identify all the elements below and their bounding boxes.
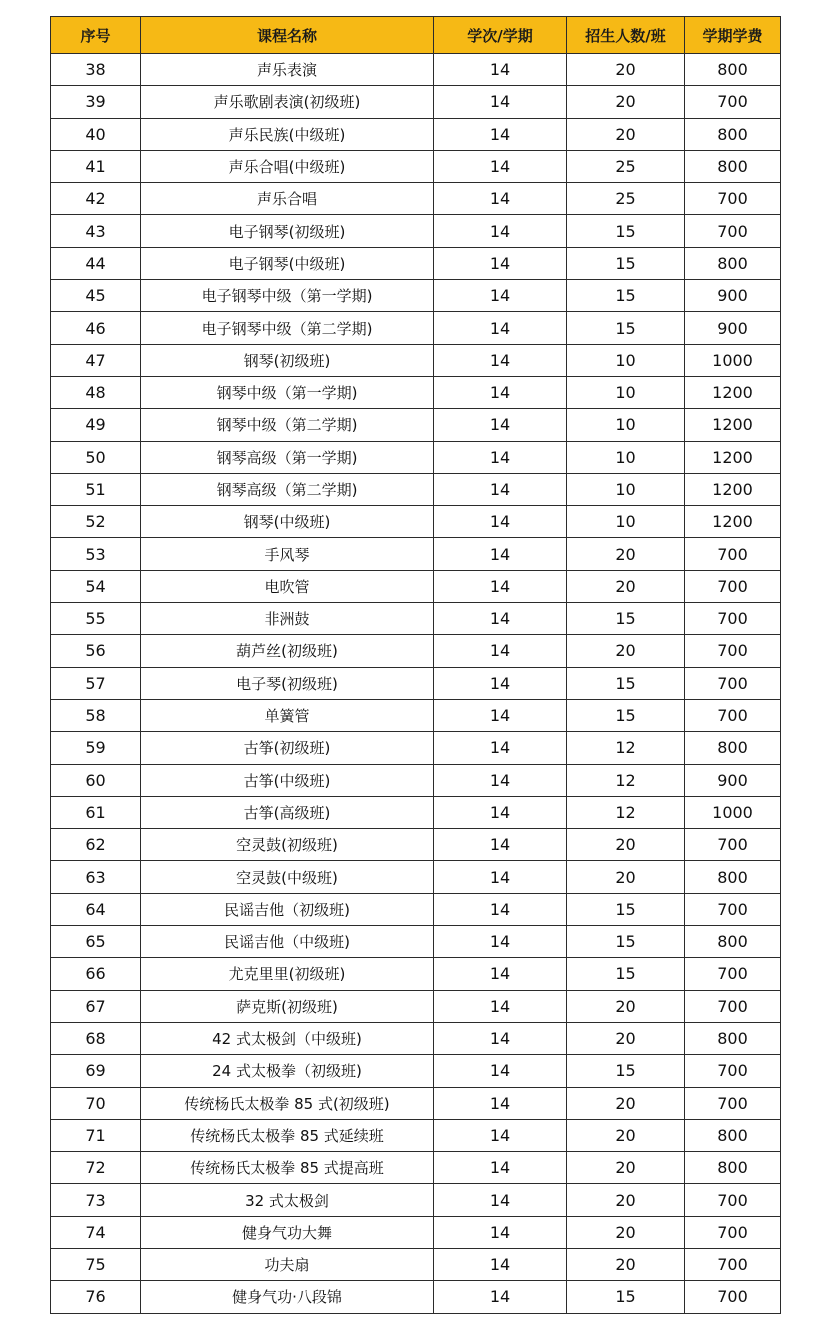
cell-enrollment: 12 bbox=[567, 732, 685, 764]
cell-course-name: 传统杨氏太极拳 85 式(初级班) bbox=[141, 1087, 434, 1119]
cell-course-name: 民谣吉他（中级班) bbox=[141, 926, 434, 958]
cell-index: 66 bbox=[51, 958, 141, 990]
table-row bbox=[51, 1087, 781, 1119]
cell-course-name: 电吹管 bbox=[141, 570, 434, 602]
table-row bbox=[51, 280, 781, 312]
cell-index: 76 bbox=[51, 1281, 141, 1313]
cell-index: 65 bbox=[51, 926, 141, 958]
cell-tuition: 700 bbox=[685, 958, 781, 990]
cell-index: 53 bbox=[51, 538, 141, 570]
cell-enrollment: 20 bbox=[567, 1184, 685, 1216]
table-row bbox=[51, 1022, 781, 1054]
cell-tuition: 800 bbox=[685, 1022, 781, 1054]
cell-tuition: 700 bbox=[685, 215, 781, 247]
cell-index: 72 bbox=[51, 1152, 141, 1184]
cell-tuition: 700 bbox=[685, 1055, 781, 1087]
cell-sessions: 14 bbox=[434, 861, 567, 893]
header-course-name: 课程名称 bbox=[141, 17, 434, 54]
cell-enrollment: 15 bbox=[567, 312, 685, 344]
cell-enrollment: 10 bbox=[567, 441, 685, 473]
cell-tuition: 1200 bbox=[685, 473, 781, 505]
cell-enrollment: 20 bbox=[567, 570, 685, 602]
cell-tuition: 700 bbox=[685, 603, 781, 635]
cell-enrollment: 20 bbox=[567, 1022, 685, 1054]
cell-index: 52 bbox=[51, 506, 141, 538]
cell-index: 46 bbox=[51, 312, 141, 344]
cell-course-name: 空灵鼓(中级班) bbox=[141, 861, 434, 893]
cell-tuition: 800 bbox=[685, 247, 781, 279]
cell-sessions: 14 bbox=[434, 570, 567, 602]
cell-course-name: 萨克斯(初级班) bbox=[141, 990, 434, 1022]
header-row bbox=[51, 17, 781, 54]
table-row bbox=[51, 732, 781, 764]
cell-enrollment: 15 bbox=[567, 699, 685, 731]
cell-course-name: 钢琴中级（第一学期) bbox=[141, 376, 434, 408]
cell-tuition: 1200 bbox=[685, 376, 781, 408]
cell-sessions: 14 bbox=[434, 1087, 567, 1119]
cell-course-name: 单簧管 bbox=[141, 699, 434, 731]
cell-index: 47 bbox=[51, 344, 141, 376]
cell-index: 59 bbox=[51, 732, 141, 764]
cell-index: 41 bbox=[51, 150, 141, 182]
table-row bbox=[51, 1055, 781, 1087]
table-row bbox=[51, 409, 781, 441]
cell-enrollment: 12 bbox=[567, 764, 685, 796]
cell-course-name: 传统杨氏太极拳 85 式延续班 bbox=[141, 1119, 434, 1151]
cell-index: 67 bbox=[51, 990, 141, 1022]
cell-sessions: 14 bbox=[434, 829, 567, 861]
cell-course-name: 电子钢琴(初级班) bbox=[141, 215, 434, 247]
cell-tuition: 1200 bbox=[685, 409, 781, 441]
cell-sessions: 14 bbox=[434, 1248, 567, 1280]
cell-tuition: 700 bbox=[685, 1087, 781, 1119]
table-row bbox=[51, 796, 781, 828]
cell-enrollment: 15 bbox=[567, 667, 685, 699]
cell-tuition: 800 bbox=[685, 118, 781, 150]
cell-tuition: 800 bbox=[685, 1152, 781, 1184]
cell-sessions: 14 bbox=[434, 538, 567, 570]
cell-enrollment: 20 bbox=[567, 1119, 685, 1151]
cell-course-name: 空灵鼓(初级班) bbox=[141, 829, 434, 861]
cell-course-name: 42 式太极剑（中级班) bbox=[141, 1022, 434, 1054]
cell-course-name: 钢琴中级（第二学期) bbox=[141, 409, 434, 441]
cell-tuition: 700 bbox=[685, 1248, 781, 1280]
cell-tuition: 700 bbox=[685, 538, 781, 570]
cell-sessions: 14 bbox=[434, 1152, 567, 1184]
cell-course-name: 电子钢琴(中级班) bbox=[141, 247, 434, 279]
cell-sessions: 14 bbox=[434, 376, 567, 408]
cell-index: 75 bbox=[51, 1248, 141, 1280]
cell-course-name: 功夫扇 bbox=[141, 1248, 434, 1280]
cell-course-name: 32 式太极剑 bbox=[141, 1184, 434, 1216]
table-row bbox=[51, 893, 781, 925]
cell-index: 64 bbox=[51, 893, 141, 925]
cell-course-name: 健身气功·八段锦 bbox=[141, 1281, 434, 1313]
cell-sessions: 14 bbox=[434, 1055, 567, 1087]
cell-enrollment: 20 bbox=[567, 54, 685, 86]
table-row bbox=[51, 183, 781, 215]
cell-enrollment: 15 bbox=[567, 1281, 685, 1313]
table-row bbox=[51, 829, 781, 861]
cell-course-name: 钢琴高级（第一学期) bbox=[141, 441, 434, 473]
cell-index: 58 bbox=[51, 699, 141, 731]
table-row bbox=[51, 54, 781, 86]
cell-index: 55 bbox=[51, 603, 141, 635]
cell-enrollment: 10 bbox=[567, 506, 685, 538]
cell-sessions: 14 bbox=[434, 54, 567, 86]
cell-enrollment: 15 bbox=[567, 893, 685, 925]
cell-sessions: 14 bbox=[434, 215, 567, 247]
cell-sessions: 14 bbox=[434, 926, 567, 958]
cell-sessions: 14 bbox=[434, 473, 567, 505]
cell-tuition: 700 bbox=[685, 635, 781, 667]
table-row bbox=[51, 150, 781, 182]
cell-tuition: 700 bbox=[685, 183, 781, 215]
cell-index: 42 bbox=[51, 183, 141, 215]
table-row bbox=[51, 1248, 781, 1280]
cell-index: 44 bbox=[51, 247, 141, 279]
cell-enrollment: 20 bbox=[567, 829, 685, 861]
cell-index: 70 bbox=[51, 1087, 141, 1119]
cell-sessions: 14 bbox=[434, 635, 567, 667]
cell-course-name: 非洲鼓 bbox=[141, 603, 434, 635]
cell-sessions: 14 bbox=[434, 280, 567, 312]
cell-index: 50 bbox=[51, 441, 141, 473]
table-row bbox=[51, 376, 781, 408]
cell-index: 38 bbox=[51, 54, 141, 86]
cell-tuition: 800 bbox=[685, 861, 781, 893]
cell-tuition: 900 bbox=[685, 764, 781, 796]
cell-course-name: 民谣吉他（初级班) bbox=[141, 893, 434, 925]
table-row bbox=[51, 215, 781, 247]
cell-enrollment: 20 bbox=[567, 1152, 685, 1184]
cell-course-name: 声乐合唱 bbox=[141, 183, 434, 215]
course-fee-sheet bbox=[50, 16, 780, 1314]
cell-tuition: 700 bbox=[685, 699, 781, 731]
cell-enrollment: 12 bbox=[567, 796, 685, 828]
table-row bbox=[51, 118, 781, 150]
cell-enrollment: 15 bbox=[567, 926, 685, 958]
table-row bbox=[51, 473, 781, 505]
cell-tuition: 700 bbox=[685, 86, 781, 118]
cell-course-name: 古筝(初级班) bbox=[141, 732, 434, 764]
cell-course-name: 24 式太极拳（初级班) bbox=[141, 1055, 434, 1087]
cell-enrollment: 20 bbox=[567, 538, 685, 570]
table-row bbox=[51, 603, 781, 635]
cell-sessions: 14 bbox=[434, 732, 567, 764]
table-row bbox=[51, 1119, 781, 1151]
cell-sessions: 14 bbox=[434, 247, 567, 279]
cell-enrollment: 15 bbox=[567, 280, 685, 312]
cell-enrollment: 10 bbox=[567, 409, 685, 441]
table-row bbox=[51, 958, 781, 990]
cell-sessions: 14 bbox=[434, 796, 567, 828]
cell-sessions: 14 bbox=[434, 86, 567, 118]
cell-index: 60 bbox=[51, 764, 141, 796]
cell-tuition: 800 bbox=[685, 926, 781, 958]
cell-course-name: 钢琴高级（第二学期) bbox=[141, 473, 434, 505]
cell-tuition: 1000 bbox=[685, 796, 781, 828]
cell-enrollment: 10 bbox=[567, 376, 685, 408]
table-row bbox=[51, 699, 781, 731]
cell-sessions: 14 bbox=[434, 1022, 567, 1054]
cell-enrollment: 20 bbox=[567, 1248, 685, 1280]
cell-index: 49 bbox=[51, 409, 141, 441]
cell-index: 51 bbox=[51, 473, 141, 505]
cell-enrollment: 20 bbox=[567, 1216, 685, 1248]
cell-enrollment: 25 bbox=[567, 150, 685, 182]
cell-tuition: 800 bbox=[685, 1119, 781, 1151]
cell-tuition: 1200 bbox=[685, 506, 781, 538]
cell-tuition: 800 bbox=[685, 150, 781, 182]
cell-index: 43 bbox=[51, 215, 141, 247]
course-table bbox=[50, 16, 781, 1314]
cell-course-name: 电子钢琴中级（第二学期) bbox=[141, 312, 434, 344]
header-index: 序号 bbox=[51, 17, 141, 54]
cell-enrollment: 15 bbox=[567, 247, 685, 279]
table-row bbox=[51, 926, 781, 958]
cell-sessions: 14 bbox=[434, 150, 567, 182]
cell-course-name: 古筝(中级班) bbox=[141, 764, 434, 796]
cell-enrollment: 15 bbox=[567, 1055, 685, 1087]
cell-index: 57 bbox=[51, 667, 141, 699]
cell-course-name: 钢琴(初级班) bbox=[141, 344, 434, 376]
header-enrollment: 招生人数/班 bbox=[567, 17, 685, 54]
table-row bbox=[51, 1184, 781, 1216]
cell-course-name: 电子钢琴中级（第一学期) bbox=[141, 280, 434, 312]
cell-tuition: 700 bbox=[685, 1216, 781, 1248]
cell-sessions: 14 bbox=[434, 893, 567, 925]
cell-tuition: 700 bbox=[685, 1281, 781, 1313]
cell-index: 68 bbox=[51, 1022, 141, 1054]
cell-tuition: 700 bbox=[685, 990, 781, 1022]
cell-index: 45 bbox=[51, 280, 141, 312]
cell-index: 62 bbox=[51, 829, 141, 861]
cell-enrollment: 10 bbox=[567, 344, 685, 376]
cell-course-name: 声乐民族(中级班) bbox=[141, 118, 434, 150]
cell-index: 73 bbox=[51, 1184, 141, 1216]
cell-course-name: 声乐合唱(中级班) bbox=[141, 150, 434, 182]
cell-index: 63 bbox=[51, 861, 141, 893]
cell-sessions: 14 bbox=[434, 344, 567, 376]
table-row bbox=[51, 1152, 781, 1184]
cell-tuition: 700 bbox=[685, 1184, 781, 1216]
cell-course-name: 声乐表演 bbox=[141, 54, 434, 86]
cell-enrollment: 20 bbox=[567, 118, 685, 150]
header-sessions: 学次/学期 bbox=[434, 17, 567, 54]
cell-index: 56 bbox=[51, 635, 141, 667]
cell-sessions: 14 bbox=[434, 409, 567, 441]
cell-tuition: 800 bbox=[685, 732, 781, 764]
cell-course-name: 古筝(高级班) bbox=[141, 796, 434, 828]
cell-sessions: 14 bbox=[434, 1119, 567, 1151]
header-tuition: 学期学费 bbox=[685, 17, 781, 54]
table-header bbox=[51, 17, 781, 54]
cell-sessions: 14 bbox=[434, 441, 567, 473]
table-row bbox=[51, 861, 781, 893]
cell-tuition: 800 bbox=[685, 54, 781, 86]
cell-tuition: 900 bbox=[685, 280, 781, 312]
table-row bbox=[51, 86, 781, 118]
cell-sessions: 14 bbox=[434, 183, 567, 215]
table-row bbox=[51, 1216, 781, 1248]
table-row bbox=[51, 990, 781, 1022]
cell-index: 71 bbox=[51, 1119, 141, 1151]
cell-enrollment: 25 bbox=[567, 183, 685, 215]
table-row bbox=[51, 667, 781, 699]
cell-tuition: 900 bbox=[685, 312, 781, 344]
cell-sessions: 14 bbox=[434, 506, 567, 538]
cell-sessions: 14 bbox=[434, 1216, 567, 1248]
cell-enrollment: 20 bbox=[567, 1087, 685, 1119]
cell-index: 74 bbox=[51, 1216, 141, 1248]
cell-course-name: 尤克里里(初级班) bbox=[141, 958, 434, 990]
cell-course-name: 钢琴(中级班) bbox=[141, 506, 434, 538]
table-row bbox=[51, 344, 781, 376]
table-row bbox=[51, 635, 781, 667]
cell-enrollment: 20 bbox=[567, 635, 685, 667]
cell-enrollment: 15 bbox=[567, 958, 685, 990]
cell-index: 69 bbox=[51, 1055, 141, 1087]
table-row bbox=[51, 312, 781, 344]
cell-index: 54 bbox=[51, 570, 141, 602]
cell-tuition: 700 bbox=[685, 667, 781, 699]
cell-sessions: 14 bbox=[434, 1184, 567, 1216]
cell-sessions: 14 bbox=[434, 667, 567, 699]
table-body bbox=[51, 54, 781, 1314]
cell-enrollment: 15 bbox=[567, 215, 685, 247]
cell-enrollment: 20 bbox=[567, 86, 685, 118]
cell-sessions: 14 bbox=[434, 990, 567, 1022]
table-row bbox=[51, 441, 781, 473]
cell-course-name: 电子琴(初级班) bbox=[141, 667, 434, 699]
cell-tuition: 1200 bbox=[685, 441, 781, 473]
cell-tuition: 700 bbox=[685, 570, 781, 602]
cell-sessions: 14 bbox=[434, 1281, 567, 1313]
cell-sessions: 14 bbox=[434, 764, 567, 796]
cell-course-name: 传统杨氏太极拳 85 式提高班 bbox=[141, 1152, 434, 1184]
cell-course-name: 声乐歌剧表演(初级班) bbox=[141, 86, 434, 118]
cell-enrollment: 10 bbox=[567, 473, 685, 505]
table-row bbox=[51, 538, 781, 570]
cell-sessions: 14 bbox=[434, 312, 567, 344]
cell-sessions: 14 bbox=[434, 118, 567, 150]
table-row bbox=[51, 247, 781, 279]
cell-index: 61 bbox=[51, 796, 141, 828]
cell-tuition: 700 bbox=[685, 829, 781, 861]
cell-enrollment: 15 bbox=[567, 603, 685, 635]
cell-enrollment: 20 bbox=[567, 990, 685, 1022]
table-row bbox=[51, 764, 781, 796]
cell-tuition: 1000 bbox=[685, 344, 781, 376]
cell-index: 48 bbox=[51, 376, 141, 408]
cell-sessions: 14 bbox=[434, 603, 567, 635]
table-row bbox=[51, 506, 781, 538]
cell-index: 40 bbox=[51, 118, 141, 150]
cell-course-name: 葫芦丝(初级班) bbox=[141, 635, 434, 667]
cell-course-name: 健身气功大舞 bbox=[141, 1216, 434, 1248]
table-row bbox=[51, 1281, 781, 1313]
cell-index: 39 bbox=[51, 86, 141, 118]
cell-tuition: 700 bbox=[685, 893, 781, 925]
table-row bbox=[51, 570, 781, 602]
cell-enrollment: 20 bbox=[567, 861, 685, 893]
cell-sessions: 14 bbox=[434, 699, 567, 731]
cell-course-name: 手风琴 bbox=[141, 538, 434, 570]
cell-sessions: 14 bbox=[434, 958, 567, 990]
